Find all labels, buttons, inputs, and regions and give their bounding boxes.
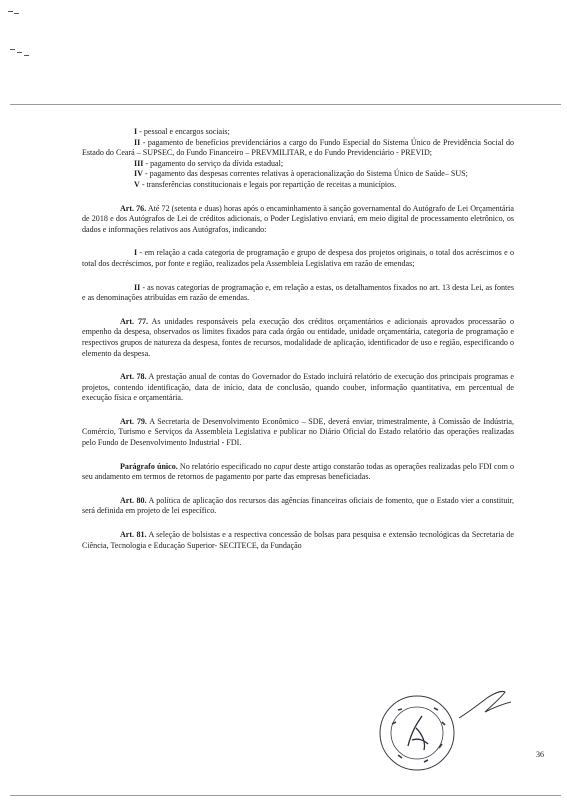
scan-mark [17, 52, 22, 53]
scan-mark [8, 11, 13, 12]
article-76-item-2: II - as novas categorias de programação e, em relação a estas, os detalhamentos fixados no art. 13 desta Lei, as fontes e as denominações atribuídas em razão de emendas. [82, 282, 514, 303]
article-76-item-1: I - em relação a cada categoria de programação e grupo de despesa dos projetos originais, o total dos acréscimos e o total dos decréscimos, por fonte e região, realizados pela Assembleia Legislativa em razão de emendas; [82, 248, 514, 268]
page-number: 36 [536, 750, 544, 759]
list-item: I - pessoal e encargos sociais; [134, 127, 230, 136]
article-76: Art. 76. Até 72 (setenta e duas) horas após o encaminhamento à sanção governamental do Autógrafo de Lei Orçamentária de 2018 e dos Autógrafos de Lei de créditos adicionais, o Poder Legislativo enviará, em meio digital de processamento eletrônico, os dados e informações relativos aos Autógrafos, indicando: [82, 203, 514, 234]
procuradoria-seal-stamp [378, 694, 456, 772]
article-80: Art. 80. A política de aplicação dos recursos das agências financeiras oficiais de fomento, que o Estado vier a constituir, será definida em projeto de lei específico. [82, 495, 514, 516]
list-item: II - pagamento de benefícios previdenciários a cargo do Fundo Especial do Sistema Único de Previdência Social do Estado do Ceará – SUPSEC, do Fundo Financeiro – PREVMILITAR, e do Fundo Previdenciário - PREVID; [82, 137, 514, 158]
handwritten-signature [455, 686, 515, 722]
scan-border-bottom [10, 795, 561, 796]
list-item: V - transferências constitucionais e legais por repartição de receitas a municípios. [134, 179, 397, 189]
article-78: Art. 78. A prestação anual de contas do Governador do Estado incluirá relatório de execução dos principais programas e projetos, contendo identificação, data de início, data de conclusão, quando couber, informação quantitativa, em percentual de execução física e orçamentária. [82, 372, 514, 403]
article-79-paragraph: Parágrafo único. No relatório especificado no caput deste artigo constarão todas as operações realizadas pelo FDI com o seu andamento em termos de retornos de pagamento por parte das empresas beneficiadas. [82, 461, 514, 482]
article-81: Art. 81. A seleção de bolsistas e a respectiva concessão de bolsas para pesquisa e extensão tecnológicas da Secretaria de Ciência, Tecnologia e Educação Superior- SECITECE, da Fundação [82, 530, 514, 550]
scan-mark [14, 13, 19, 14]
document-body [82, 127, 514, 551]
list-item: III - pagamento do serviço da dívida estadual; [134, 158, 284, 168]
list-item: IV - pagamento das despesas correntes relativas à operacionalização do Sistema Único de Saúde– SUS; [134, 169, 468, 179]
scan-border-top [10, 104, 561, 105]
article-77: Art. 77. As unidades responsáveis pela execução dos créditos orçamentários e adicionais aprovados processarão o empenho da despesa, observados os limites fixados para cada órgão ou entidade, unidade orçamentária, categoria de programação e respectivos grupos de natureza da despesa, fontes de recursos, modalidade de aplicação, identificador de uso e região, especificando o elemento da despesa. [82, 316, 515, 358]
scan-mark [10, 49, 15, 50]
scan-mark [24, 55, 29, 56]
article-79: Art. 79. A Secretaria de Desenvolvimento Econômico – SDE, deverá enviar, trimestralmente, à Comissão de Indústria, Comércio, Turismo e Serviços da Assembleia Legislativa e publicar no Diário Oficial do Estado relatório das operações realizadas pelo Fundo de Desenvolvimento Industrial - FDI. [82, 416, 514, 448]
